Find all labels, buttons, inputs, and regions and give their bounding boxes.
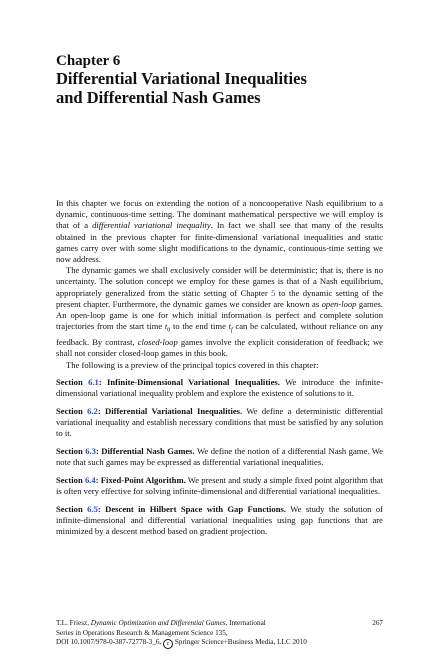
- chapter-reference-link[interactable]: 5: [271, 287, 276, 298]
- intro-paragraph-3: The following is a preview of the principal topics covered in this chapter:: [66, 359, 319, 370]
- emphasis-term: differential variational inequality: [92, 220, 211, 231]
- footer-line-3: DOI 10.1007/978-0-387-72778-3_6, c Springer Science+Business Media, LLC 2010: [56, 638, 307, 648]
- page-number: 267: [372, 619, 383, 627]
- footer-line-2: Series in Operations Research & Management Science 135,: [56, 628, 228, 637]
- chapter-title-line-1: Differential Variational Inequalities: [56, 69, 307, 88]
- intro-paragraph-2: The dynamic games we shall exclusively consider will be deterministic; that is, there is no uncertainty. The solution concept we employ for these games is that of a Nash equilibrium, appropriately generalized from the static setting of Chapter 5 to the dynamic setting of the present chapter. Furthermore, the dynamic games we consider are known as open-loop games. An open-loop game is one for which initial information is perfect and complete solution trajectories from the start time $t_0$ to the end time $t_f$ can be calculated, without reliance on any feedback. By contrast, closed-loop games involve the explicit consideration of feedback; we shall not consider closed-loop games in this book.: [56, 265, 383, 359]
- intro-paragraph-1: In this chapter we focus on extending the notion of a noncooperative Nash equilibrium to a dynamic, continuous-time setting. The dominant mathematical perspective we will employ is that of a differential variational inequality. In fact we shall see that many of the results obtained in the previous chapter for finite-dimensional variational inequalities and static games carry over with some slight modifications to the dynamic, continuous-time setting we now address.: [56, 198, 383, 265]
- section-reference-link[interactable]: 6.3: [85, 445, 96, 456]
- topic-section-6-2: Section 6.2: Differential Variational Inequalities. We define a deterministic differential variational inequality and establish necessary conditions that must be satisfied by any solution to it.: [56, 405, 383, 439]
- section-reference-link[interactable]: 6.1: [88, 377, 99, 388]
- chapter-body: [56, 198, 383, 537]
- section-reference-link[interactable]: 6.5: [87, 503, 98, 514]
- emphasis-term: open-loop: [321, 298, 357, 309]
- copyright-icon: c: [163, 639, 173, 649]
- topic-section-6-5: Section 6.5: Descent in Hilbert Space with Gap Functions. We study the solution of infinite-dimensional and differential variational inequalities using gap functions that are minimized by a descent method based on gradient projection.: [56, 503, 383, 536]
- chapter-title: [56, 69, 386, 107]
- citation-footer: [56, 619, 383, 649]
- chapter-label: Chapter 6: [56, 53, 121, 69]
- section-reference-link[interactable]: 6.4: [84, 474, 96, 485]
- topic-section-6-4: Section 6.4: Fixed-Point Algorithm. We present and study a simple fixed point algorithm that is often very effective for solving infinite-dimensional and differential variational inequalities.: [56, 474, 383, 496]
- emphasis-term: closed-loop: [137, 337, 178, 348]
- section-reference-link[interactable]: 6.2: [87, 405, 98, 416]
- footer-line-1: T.L. Friesz, Dynamic Optimization and Differential Games, International 267: [56, 619, 383, 627]
- topic-section-6-3: Section 6.3: Differential Nash Games. We define the notion of a differential Nash game. We note that such games may be expressed as differential variational inequalities.: [56, 445, 383, 468]
- topic-section-6-1: Section 6.1: Infinite-Dimensional Variational Inequalities. We introduce the infinite-dimensional variational inequality problem and explore the existence of solutions to it.: [56, 377, 383, 399]
- chapter-title-line-2: and Differential Nash Games: [56, 88, 261, 107]
